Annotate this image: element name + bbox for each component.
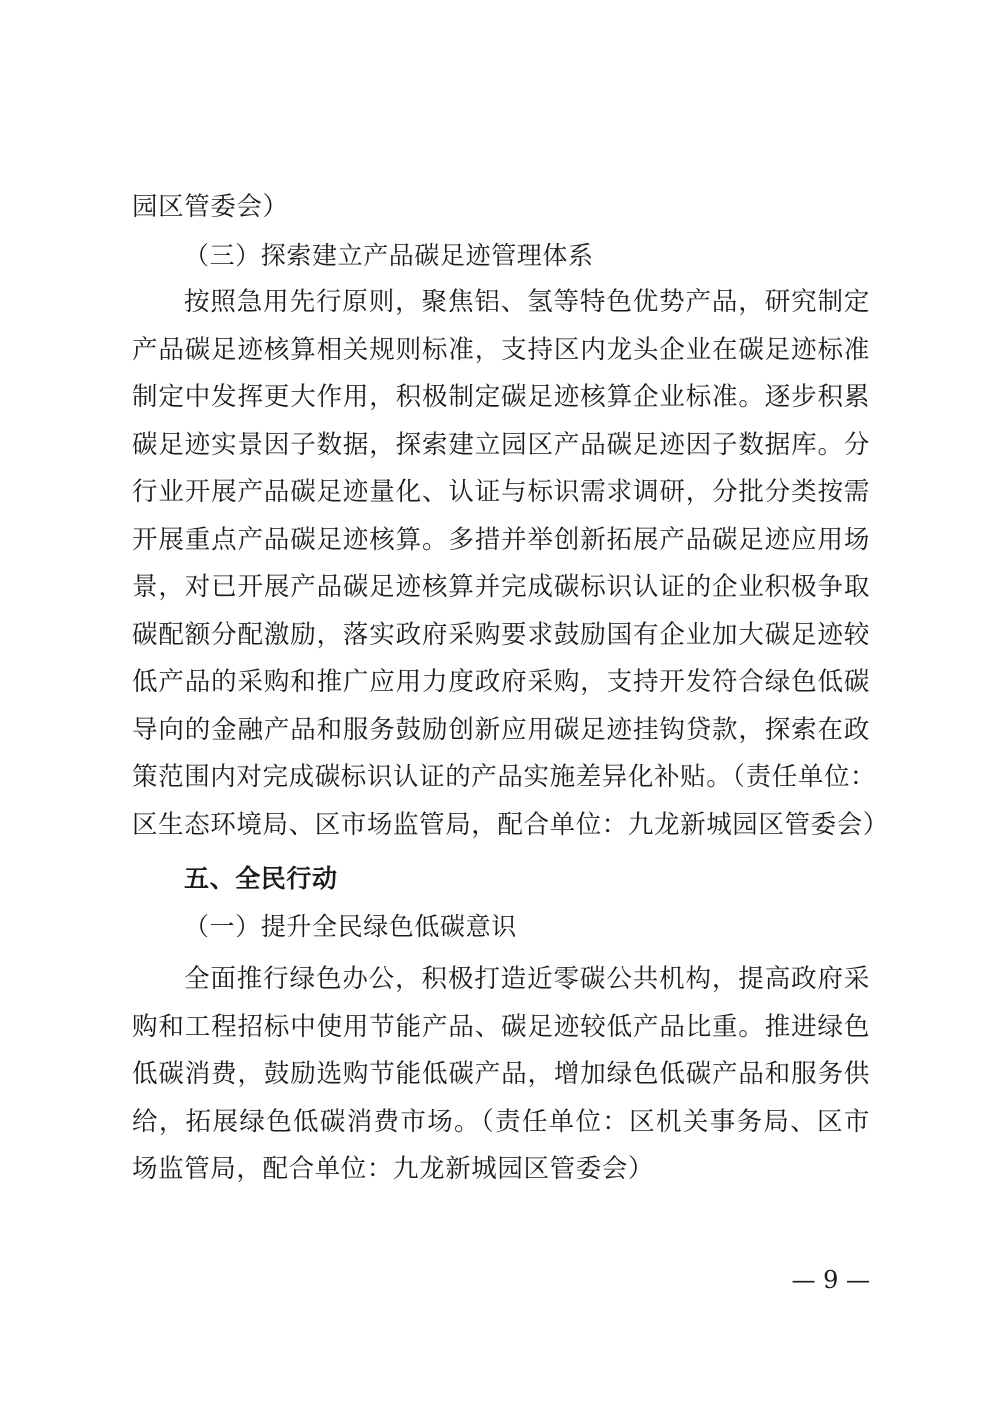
paragraph-line: 碳配额分配激励，落实政府采购要求鼓励国有企业加大碳足迹较 [132,619,870,650]
paragraph-line: 低产品的采购和推广应用力度政府采购，支持开发符合绿色低碳 [132,667,870,697]
paragraph-line: 购和工程招标中使用节能产品、碳足迹较低产品比重。推进绿色 [132,1011,870,1042]
paragraph-line: 开展重点产品碳足迹核算。多措并举创新拓展产品碳足迹应用场 [132,524,870,555]
page-number: — 9 — [791,1266,870,1294]
section-3-paragraph [132,279,889,849]
paragraph-line: 策范围内对完成碳标识认证的产品实施差异化补贴。（责任单位： [132,762,877,792]
paragraph-line: 行业开展产品碳足迹量化、认证与标识需求调研，分批分类按需 [132,477,870,507]
paragraph-line: 低碳消费，鼓励选购节能低碳产品，增加绿色低碳产品和服务供 [132,1059,870,1089]
paragraph-line: 导向的金融产品和服务鼓励创新应用碳足迹挂钩贷款，探索在政 [132,714,870,745]
paragraph-line: 产品碳足迹核算相关规则标准，支持区内龙头企业在碳足迹标准 [132,334,870,365]
document-body [132,184,889,1194]
paragraph-line: 场监管局，配合单位：九龙新城园区管委会） [132,1154,655,1184]
paragraph-line: 给，拓展绿色低碳消费市场。（责任单位：区机关事务局、区市 [132,1106,870,1137]
paragraph-line: 景，对已开展产品碳足迹核算并完成碳标识认证的企业积极争取 [132,572,870,602]
paragraph-line: 碳足迹实景因子数据，探索建立园区产品碳足迹因子数据库。分 [132,429,870,460]
paragraph-line: 区生态环境局、区市场监管局，配合单位：九龙新城园区管委会） [132,809,889,840]
continuation-line: 园区管委会） [132,192,289,222]
section-5-1-title: （一）提升全民绿色低碳意识 [184,911,517,941]
section-5-1-paragraph [132,956,870,1194]
paragraph-line: 全面推行绿色办公，积极打造近零碳公共机构，提高政府采 [184,964,870,994]
paragraph-line: 按照急用先行原则，聚焦铝、氢等特色优势产品，研究制定 [184,287,870,317]
paragraph-line: 制定中发挥更大作用，积极制定碳足迹核算企业标准。逐步积累 [132,382,870,412]
section-5-title: 五、全民行动 [184,864,338,893]
section-3-title: （三）探索建立产品碳足迹管理体系 [184,240,594,270]
